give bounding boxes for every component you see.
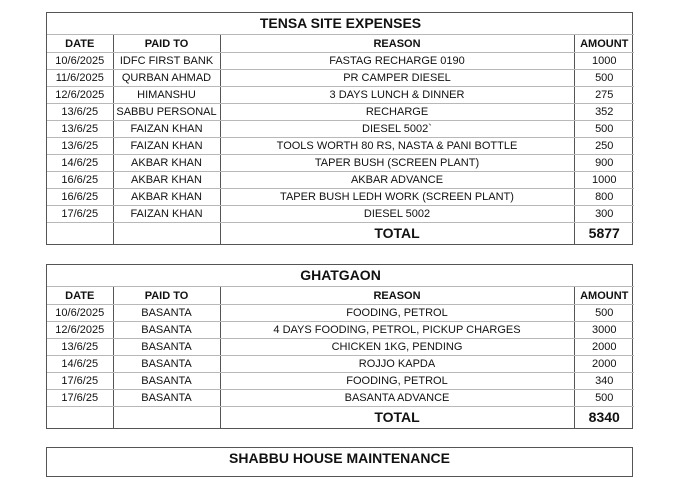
total-row [47, 223, 634, 245]
cell-paid-to: BASANTA [113, 356, 220, 373]
cell-amount: 500 [574, 70, 634, 87]
cell-reason: TAPER BUSH LEDH WORK (SCREEN PLANT) [220, 189, 574, 206]
cell-empty [47, 223, 113, 245]
column-header-paid-to: PAID TO [113, 287, 220, 305]
table-title: SHABBU HOUSE MAINTENANCE [229, 450, 450, 466]
cell-amount: 1000 [574, 53, 634, 70]
cell-paid-to: AKBAR KHAN [113, 189, 220, 206]
cell-amount: 300 [574, 206, 634, 223]
cell-reason: FASTAG RECHARGE 0190 [220, 53, 574, 70]
cell-date: 17/6/25 [47, 373, 113, 390]
total-label: TOTAL [220, 407, 574, 429]
table-row [47, 189, 634, 206]
column-header-reason: REASON [220, 35, 574, 53]
cell-amount: 800 [574, 189, 634, 206]
cell-date: 12/6/2025 [47, 87, 113, 104]
ghatgaon-table [46, 264, 633, 429]
cell-date: 13/6/25 [47, 104, 113, 121]
cell-paid-to: FAIZAN KHAN [113, 121, 220, 138]
cell-empty [113, 407, 220, 429]
cell-reason: 3 DAYS LUNCH & DINNER [220, 87, 574, 104]
cell-reason: TAPER BUSH (SCREEN PLANT) [220, 155, 574, 172]
column-header-reason: REASON [220, 287, 574, 305]
cell-date: 13/6/25 [47, 339, 113, 356]
table-row [47, 121, 634, 138]
total-amount: 5877 [574, 223, 634, 245]
cell-date: 10/6/2025 [47, 305, 113, 322]
cell-reason: FOODING, PETROL [220, 373, 574, 390]
cell-amount: 500 [574, 305, 634, 322]
column-header-paid-to: PAID TO [113, 35, 220, 53]
cell-date: 17/6/25 [47, 206, 113, 223]
shabbu-house-maintenance-table [46, 447, 633, 477]
column-header-amount: AMOUNT [574, 35, 634, 53]
cell-paid-to: AKBAR KHAN [113, 172, 220, 189]
cell-paid-to: IDFC FIRST BANK [113, 53, 220, 70]
cell-amount: 1000 [574, 172, 634, 189]
table-row [47, 87, 634, 104]
cell-reason: FOODING, PETROL [220, 305, 574, 322]
cell-reason: DIESEL 5002 [220, 206, 574, 223]
cell-amount: 2000 [574, 339, 634, 356]
table-row [47, 70, 634, 87]
cell-amount: 340 [574, 373, 634, 390]
table-row [47, 138, 634, 155]
table-row [47, 104, 634, 121]
total-label: TOTAL [220, 223, 574, 245]
cell-empty [47, 407, 113, 429]
cell-paid-to: QURBAN AHMAD [113, 70, 220, 87]
cell-date: 16/6/25 [47, 189, 113, 206]
table-row [47, 206, 634, 223]
table-title: TENSA SITE EXPENSES [47, 13, 634, 35]
table-row [47, 53, 634, 70]
cell-amount: 900 [574, 155, 634, 172]
total-amount: 8340 [574, 407, 634, 429]
cell-amount: 275 [574, 87, 634, 104]
table-row [47, 390, 634, 407]
cell-amount: 500 [574, 390, 634, 407]
cell-paid-to: FAIZAN KHAN [113, 138, 220, 155]
cell-paid-to: HIMANSHU [113, 87, 220, 104]
table-row [47, 305, 634, 322]
cell-date: 14/6/25 [47, 356, 113, 373]
cell-date: 13/6/25 [47, 138, 113, 155]
cell-paid-to: AKBAR KHAN [113, 155, 220, 172]
cell-amount: 352 [574, 104, 634, 121]
cell-reason: BASANTA ADVANCE [220, 390, 574, 407]
cell-amount: 500 [574, 121, 634, 138]
cell-reason: CHICKEN 1KG, PENDING [220, 339, 574, 356]
cell-paid-to: BASANTA [113, 322, 220, 339]
cell-date: 11/6/2025 [47, 70, 113, 87]
cell-reason: RECHARGE [220, 104, 574, 121]
table-row [47, 356, 634, 373]
cell-date: 10/6/2025 [47, 53, 113, 70]
cell-amount: 2000 [574, 356, 634, 373]
cell-reason: DIESEL 5002` [220, 121, 574, 138]
table-row [47, 373, 634, 390]
cell-date: 12/6/2025 [47, 322, 113, 339]
cell-reason: TOOLS WORTH 80 RS, NASTA & PANI BOTTLE [220, 138, 574, 155]
cell-empty [113, 223, 220, 245]
cell-reason: AKBAR ADVANCE [220, 172, 574, 189]
cell-reason: ROJJO KAPDA [220, 356, 574, 373]
cell-date: 14/6/25 [47, 155, 113, 172]
table-title: GHATGAON [47, 265, 634, 287]
total-row [47, 407, 634, 429]
cell-date: 16/6/25 [47, 172, 113, 189]
table-row [47, 322, 634, 339]
cell-paid-to: FAIZAN KHAN [113, 206, 220, 223]
cell-date: 13/6/25 [47, 121, 113, 138]
column-header-amount: AMOUNT [574, 287, 634, 305]
table-row [47, 172, 634, 189]
cell-amount: 3000 [574, 322, 634, 339]
cell-amount: 250 [574, 138, 634, 155]
cell-paid-to: SABBU PERSONAL [113, 104, 220, 121]
cell-paid-to: BASANTA [113, 339, 220, 356]
cell-reason: PR CAMPER DIESEL [220, 70, 574, 87]
column-header-date: DATE [47, 287, 113, 305]
cell-reason: 4 DAYS FOODING, PETROL, PICKUP CHARGES [220, 322, 574, 339]
cell-paid-to: BASANTA [113, 390, 220, 407]
column-header-date: DATE [47, 35, 113, 53]
table-row [47, 339, 634, 356]
tensa-site-expenses-table [46, 12, 633, 245]
cell-date: 17/6/25 [47, 390, 113, 407]
cell-paid-to: BASANTA [113, 305, 220, 322]
table-row [47, 155, 634, 172]
cell-paid-to: BASANTA [113, 373, 220, 390]
